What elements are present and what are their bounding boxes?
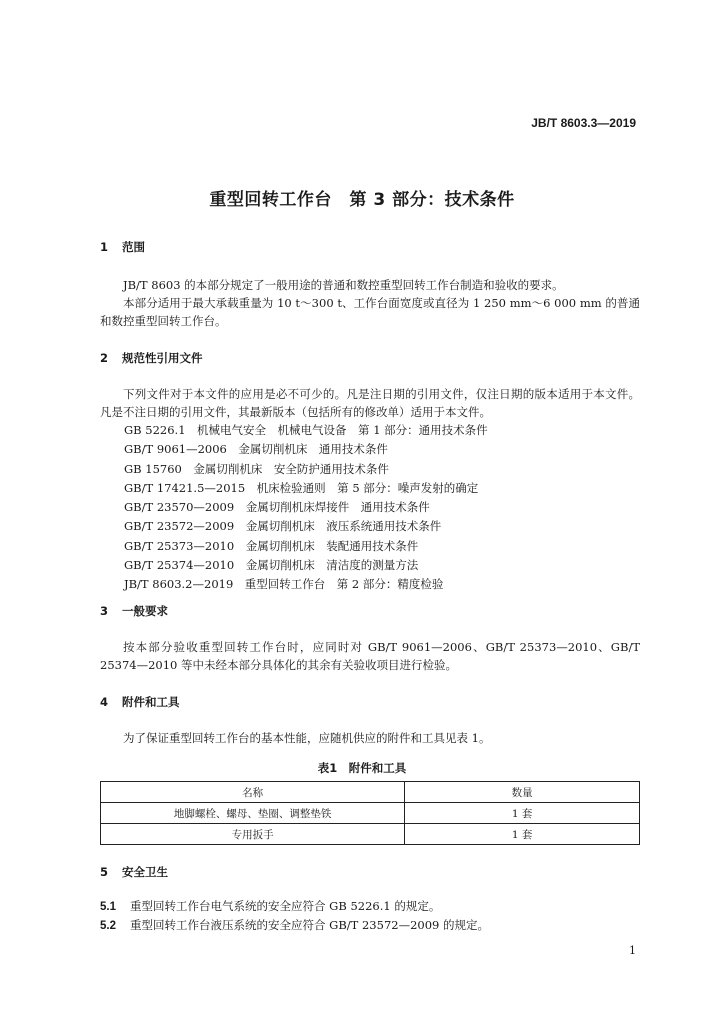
reference-item bbox=[124, 537, 488, 556]
table-header-row bbox=[101, 782, 640, 803]
table-cell: 1 套 bbox=[405, 803, 640, 824]
table-row bbox=[101, 803, 640, 824]
table-cell: 1 套 bbox=[405, 824, 640, 845]
paragraph: 本部分适用于最大承载重量为 10 t～300 t、工作台面宽度或直径为 1 250 mm～6 000 mm 的普通和数控重型回转工作台。 bbox=[100, 296, 640, 328]
section-number: 5 bbox=[100, 865, 109, 879]
table-row bbox=[101, 824, 640, 845]
reference-item bbox=[124, 479, 488, 498]
clause-5-2 bbox=[100, 917, 489, 933]
section-3-body bbox=[100, 638, 640, 674]
clause-text: 重型回转工作台电气系统的安全应符合 GB 5226.1 的规定。 bbox=[130, 899, 441, 913]
table-cell: 专用扳手 bbox=[101, 824, 405, 845]
section-4-body bbox=[100, 729, 640, 747]
section-title: 规范性引用文件 bbox=[122, 351, 203, 365]
reference-item bbox=[124, 556, 488, 575]
reference-name: 机床检验通则 第 5 部分：噪声发射的确定 bbox=[256, 480, 479, 495]
reference-name: 金属切削机床 安全防护通用技术条件 bbox=[193, 461, 389, 476]
table-header-cell: 名称 bbox=[101, 782, 405, 803]
clause-text: 重型回转工作台液压系统的安全应符合 GB/T 23572—2009 的规定。 bbox=[130, 918, 489, 932]
table-header-cell: 数量 bbox=[405, 782, 640, 803]
section-title: 附件和工具 bbox=[122, 695, 180, 709]
reference-name: 金属切削机床 液压系统通用技术条件 bbox=[245, 519, 442, 534]
reference-item bbox=[124, 498, 488, 517]
reference-name: 金属切削机床 装配通用技术条件 bbox=[245, 538, 419, 553]
reference-code: GB/T 23572—2009 bbox=[124, 519, 235, 534]
reference-code: JB/T 8603.2—2019 bbox=[124, 577, 234, 592]
reference-code: GB/T 9061—2006 bbox=[124, 442, 227, 457]
reference-name: 金属切削机床 清洁度的测量方法 bbox=[245, 558, 419, 573]
accessories-table bbox=[100, 781, 640, 845]
reference-name: 重型回转工作台 第 2 部分：精度检验 bbox=[244, 577, 444, 592]
page-number: 1 bbox=[629, 944, 636, 957]
section-5-heading bbox=[100, 864, 168, 880]
section-4-heading bbox=[100, 694, 180, 710]
reference-item bbox=[124, 460, 488, 479]
paragraph: 为了保证重型回转工作台的基本性能，应随机供应的附件和工具见表 1。 bbox=[123, 731, 491, 745]
section-2-heading bbox=[100, 350, 203, 366]
section-number: 2 bbox=[100, 351, 109, 365]
standard-code: JB/T 8603.3—2019 bbox=[531, 116, 636, 130]
reference-code: GB/T 23570—2009 bbox=[124, 500, 235, 515]
table-cell: 地脚螺栓、螺母、垫圈、调整垫铁 bbox=[101, 803, 405, 824]
reference-item bbox=[124, 421, 488, 440]
clause-number: 5.2 bbox=[100, 920, 116, 932]
paragraph: 下列文件对于本文件的应用是必不可少的。凡是注日期的引用文件，仅注日期的版本适用于本文件。凡是不注日期的引用文件，其最新版本（包括所有的修改单）适用于本文件。 bbox=[100, 387, 640, 419]
reference-name: 金属切削机床焊接件 通用技术条件 bbox=[245, 500, 430, 515]
section-1-heading bbox=[100, 239, 145, 255]
reference-item bbox=[124, 517, 488, 536]
clause-number: 5.1 bbox=[100, 901, 116, 913]
table-caption: 表1 附件和工具 bbox=[317, 761, 407, 775]
section-title: 一般要求 bbox=[122, 604, 168, 618]
section-2-intro bbox=[100, 385, 640, 421]
section-title: 安全卫生 bbox=[122, 865, 168, 879]
reference-code: GB 5226.1 bbox=[124, 423, 186, 437]
reference-code: GB/T 25374—2010 bbox=[124, 558, 235, 573]
paragraph: JB/T 8603 的本部分规定了一般用途的普通和数控重型回转工作台制造和验收的要求。 bbox=[123, 278, 564, 292]
section-1-body bbox=[100, 276, 640, 330]
reference-code: GB/T 25373—2010 bbox=[124, 538, 235, 553]
section-3-heading bbox=[100, 603, 168, 619]
section-number: 1 bbox=[100, 240, 109, 254]
section-number: 4 bbox=[100, 695, 109, 709]
reference-code: GB 15760 bbox=[124, 461, 182, 476]
section-number: 3 bbox=[100, 604, 109, 618]
reference-code: GB/T 17421.5—2015 bbox=[124, 480, 246, 495]
paragraph: 按本部分验收重型回转工作台时，应同时对 GB/T 9061—2006、GB/T 25373—2010、GB/T 25374—2010 等中未经本部分具体化的其余有关验收项目进行检验。 bbox=[100, 640, 640, 672]
document-title: 重型回转工作台 第 3 部分：技术条件 bbox=[209, 190, 515, 210]
reference-name: 机械电气安全 机械电气设备 第 1 部分：通用技术条件 bbox=[197, 423, 488, 437]
clause-5-1 bbox=[100, 898, 440, 914]
reference-item bbox=[124, 440, 488, 459]
reference-list bbox=[124, 421, 488, 595]
section-title: 范围 bbox=[122, 240, 145, 254]
reference-name: 金属切削机床 通用技术条件 bbox=[238, 442, 388, 457]
reference-item bbox=[124, 575, 488, 594]
